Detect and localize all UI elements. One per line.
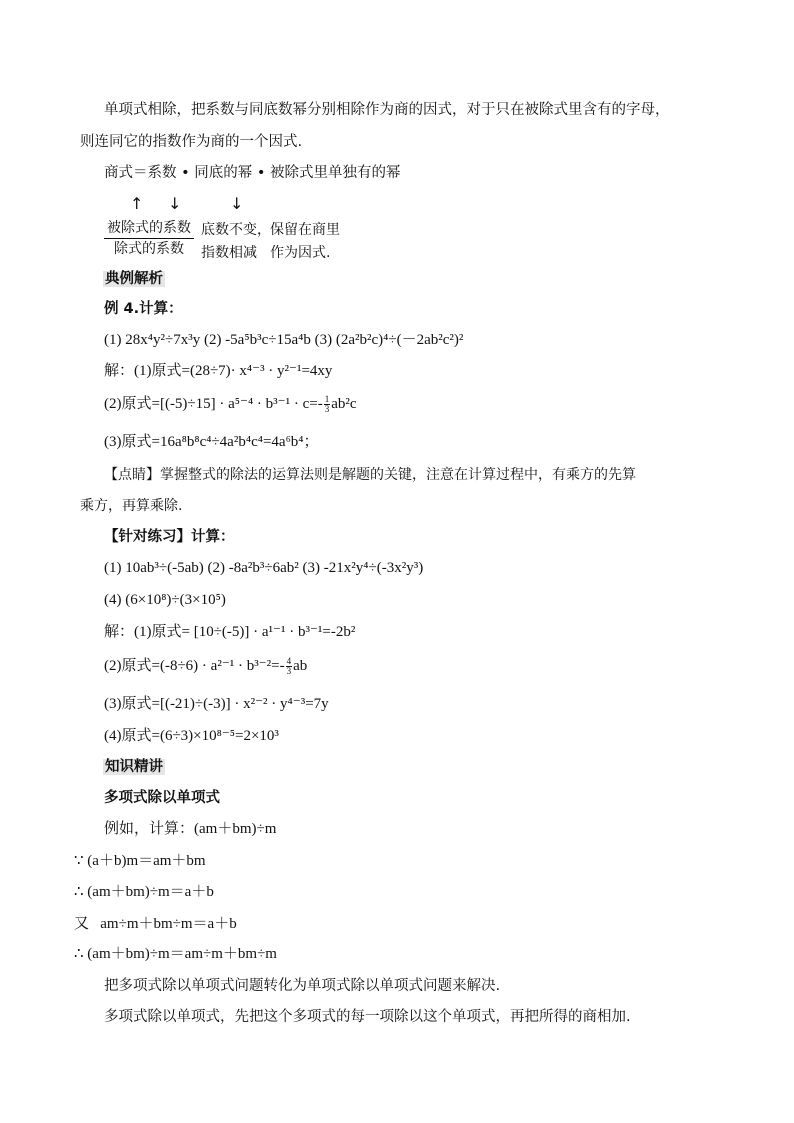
section-heading-example: 典例解析 [105,271,163,287]
down-arrow-icon: ↓ [168,194,182,213]
exponent-subtract-label: 指数相减 [201,245,257,261]
example-4-title: 例 4.计算： [104,301,183,317]
practice-solution-4: (4)原式=(6÷3)×10⁸⁻⁵=2×10³ [104,728,279,744]
fraction-denominator: 除式的系数 [114,241,184,257]
down-arrow-icon: ↓ [230,194,244,213]
example-4-solution-1: 解：(1)原式=(28÷7)· x⁴⁻³ · y²⁻¹=4xy [104,363,333,379]
poly-conclusion-2: 多项式除以单项式，先把这个多项式的每一项除以这个单项式，再把所得的商相加. [104,1009,631,1025]
quotient-formula: 商式＝系数 • 同底的幂 • 被除式里单独有的幂 [104,165,401,181]
derivation-step-1: ∵ (a＋b)m＝am＋bm [74,853,206,869]
practice-problems-row-1: (1) 10ab³÷(-5ab) (2) -8a²b³÷6ab² (3) -21x²y⁴÷(-3x²y³) [104,560,424,576]
tip-line-2: 乘方，再算乘除. [80,498,183,514]
intro-line-2: 则连同它的指数作为商的一个因式. [80,134,303,150]
fraction: $\frac{4}{3}$ [286,656,292,677]
base-unchanged-label: 底数不变， [201,222,271,238]
fraction-numerator: 被除式的系数 [104,218,194,239]
up-arrow-icon: ↑ [130,194,144,213]
section-heading-knowledge: 知识精讲 [105,759,163,775]
practice-title: 【针对练习】计算： [104,529,235,545]
intro-line-1: 单项式相除，把系数与同底数幂分别相除作为商的因式，对于只在被除式里含有的字母， [104,102,670,118]
as-factor-label: 作为因式. [270,245,331,261]
practice-solution-2: (2)原式=(-8÷6) · a²⁻¹ · b³⁻²=- $\frac{4}{3}$ ab [104,656,308,677]
practice-solution-3: (3)原式=[(-21)÷(-3)] · x²⁻² · y⁴⁻³=7y [104,696,329,712]
poly-conclusion-1: 把多项式除以单项式问题转化为单项式除以单项式问题来解决. [104,978,501,994]
example-4-solution-3: (3)原式=16a⁸b⁸c⁴÷4a²b⁴c⁴=4a⁶b⁴； [104,434,319,450]
example-4-problems: (1) 28x⁴y²÷7x³y (2) -5a⁵b³c÷15a⁴b (3) (2a²b²c)⁴÷(－2ab²c²)² [104,332,464,348]
example-4-solution-2: (2)原式=[(-5)÷15] · a⁵⁻⁴ · b³⁻¹ · c=- $\frac{1}{3}$ ab²c [104,394,357,415]
poly-example: 例如，计算：(am＋bm)÷m [104,821,277,837]
practice-problems-row-2: (4) (6×10⁸)÷(3×10⁵) [104,592,226,608]
tip-line-1: 【点睛】掌握整式的除法的运算法则是解题的关键，注意在计算过程中，有乘方的先算 [104,467,636,483]
derivation-step-4: ∴ (am＋bm)÷m＝am÷m＋bm÷m [74,946,277,962]
keep-in-quotient-label: 保留在商里 [270,222,340,238]
derivation-step-3: 又 am÷m＋bm÷m＝a＋b [74,914,237,932]
practice-solution-1: 解：(1)原式= [10÷(-5)] · a¹⁻¹ · b³⁻¹=-2b² [104,624,356,640]
subsection-title: 多项式除以单项式 [104,790,220,806]
coefficient-fraction [104,218,194,259]
derivation-step-2: ∴ (am＋bm)÷m＝a＋b [74,884,214,900]
fraction: $\frac{1}{3}$ [324,394,330,415]
